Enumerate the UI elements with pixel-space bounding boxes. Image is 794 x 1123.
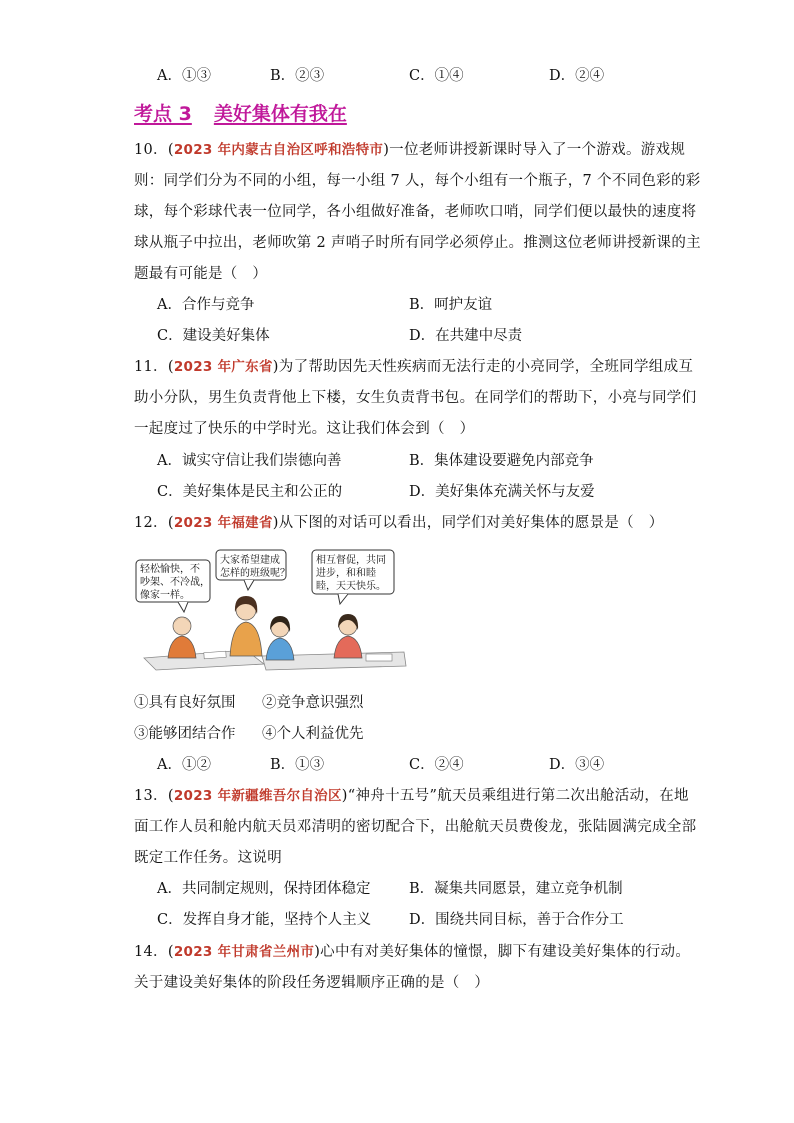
q13-line-3: 既定工作任务。这说明 [134, 850, 282, 866]
paren-close: ) [314, 944, 321, 960]
bubble-right-line-2: 进步，和和睦 [316, 568, 376, 579]
q10-line-5: 题最有可能是（ ） [134, 266, 268, 282]
q13-line-1 [134, 786, 689, 806]
student-girl-middle-icon [266, 616, 294, 660]
bubble-right-line-3: 睦，天天快乐。 [316, 581, 386, 592]
statement-1: ①具有良好氛围 [134, 695, 236, 711]
student-girl-standing-icon [230, 596, 262, 656]
bubble-tail-icon [178, 602, 188, 612]
q11-line-3: 一起度过了快乐的中学时光。这让我们体会到（ ） [134, 421, 475, 437]
bubble-left-line-3: 像家一样。 [140, 590, 190, 601]
section-label: 考点 3 [134, 103, 192, 125]
bubble-left-line-2: 吵架、不冷战， [140, 577, 210, 588]
question-number: 14．( [134, 944, 174, 960]
question-text: 为了帮助因先天性疾病而无法行走的小亮同学，全班同学组成互 [278, 359, 694, 375]
option-b[interactable]: B．集体建设要避免内部竞争 [409, 453, 594, 469]
q14-line-1 [134, 942, 690, 962]
paren-close: ) [272, 359, 279, 375]
option-a[interactable]: A．①② [157, 757, 211, 773]
student-boy-left-icon [168, 617, 196, 658]
bubble-tail-icon [244, 580, 254, 590]
statement-4: ④个人利益优先 [262, 726, 364, 742]
bubble-right-line-1: 相互督促，共同 [316, 555, 386, 566]
section-title: 美好集体有我在 [213, 103, 347, 125]
question-text: 一位老师讲授新课时导入了一个游戏。游戏规 [389, 142, 686, 158]
bubble-left-line-1: 轻松愉快，不 [140, 564, 200, 575]
option-a[interactable]: A．合作与竞争 [157, 297, 255, 313]
q10-line-2: 则：同学们分为不同的小组，每一小组 7 人，每个小组有一个瓶子，7 个不同色彩的彩 [134, 173, 701, 189]
option-b[interactable]: B．①③ [270, 757, 325, 773]
question-source: 2023 年甘肃省兰州市 [173, 944, 315, 960]
question-number: 12．( [134, 515, 174, 531]
option-d[interactable]: D．在共建中尽责 [409, 328, 523, 344]
book-icon [204, 651, 226, 659]
option-d[interactable]: D．②④ [549, 68, 605, 84]
section-heading [134, 99, 347, 126]
option-b[interactable]: B．呵护友谊 [409, 297, 493, 313]
question-source: 2023 年新疆维吾尔自治区 [173, 788, 342, 804]
q11-line-1 [134, 357, 693, 377]
question-text: 从下图的对话可以看出，同学们对美好集体的愿景是（ ） [278, 515, 664, 531]
option-a[interactable]: A．共同制定规则，保持团体稳定 [157, 881, 371, 897]
question-number: 13．( [134, 788, 174, 804]
book-icon [366, 654, 392, 661]
q10-line-4: 球从瓶子中拉出，老师吹第 2 声哨子时所有同学必须停止。推测这位老师讲授新课的主 [134, 235, 701, 251]
option-b[interactable]: B．凝集共同愿景，建立竞争机制 [409, 881, 623, 897]
q10-line-3: 球，每个彩球代表一位同学，各小组做好准备，老师吹口哨，同学们便以最快的速度将 [134, 204, 697, 220]
student-girl-right-icon [334, 614, 362, 658]
question-text: “神舟十五号”航天员乘组进行第二次出舱活动，在地 [347, 788, 689, 804]
option-c[interactable]: C．美好集体是民主和公正的 [157, 484, 343, 500]
option-b[interactable]: B．②③ [270, 68, 325, 84]
question-number: 11．( [134, 359, 174, 375]
q13-line-2: 面工作人员和舱内航天员邓清明的密切配合下，出舱航天员费俊龙，张陆圆满完成全部 [134, 819, 697, 835]
bubble-middle-line-2: 怎样的班级呢？ [220, 568, 290, 579]
option-a[interactable]: A．诚实守信让我们崇德向善 [157, 453, 342, 469]
question-text: 心中有对美好集体的憧憬，脚下有建设美好集体的行动。 [320, 944, 691, 960]
option-d[interactable]: D．美好集体充满关怀与友爱 [409, 484, 595, 500]
option-c[interactable]: C．发挥自身才能，坚持个人主义 [157, 912, 372, 928]
option-d[interactable]: D．③④ [549, 757, 605, 773]
bubble-tail-icon [338, 594, 348, 604]
question-source: 2023 年内蒙古自治区呼和浩特市 [173, 142, 384, 158]
q11-line-2: 助小分队，男生负责背他上下楼，女生负责背书包。在同学们的帮助下，小亮与同学们 [134, 390, 697, 406]
statement-3: ③能够团结合作 [134, 726, 236, 742]
bubble-middle-line-1: 大家希望建成 [220, 555, 280, 566]
paren-close: ) [383, 142, 390, 158]
q12-line-1 [134, 513, 664, 533]
question-source: 2023 年广东省 [173, 359, 273, 375]
option-c[interactable]: C．建设美好集体 [157, 328, 270, 344]
option-c[interactable]: C．②④ [409, 757, 464, 773]
question-number: 10．( [134, 142, 174, 158]
option-d[interactable]: D．围绕共同目标，善于合作分工 [409, 912, 624, 928]
q10-line-1 [134, 140, 685, 160]
paren-close: ) [272, 515, 279, 531]
paren-close: ) [341, 788, 348, 804]
q14-line-2: 关于建设美好集体的阶段任务逻辑顺序正确的是（ ） [134, 975, 490, 991]
question-source: 2023 年福建省 [173, 515, 273, 531]
classroom-dialogue-illustration [134, 546, 408, 672]
option-c[interactable]: C．①④ [409, 68, 464, 84]
statement-2: ②竞争意识强烈 [262, 695, 364, 711]
option-a[interactable]: A．①③ [157, 68, 211, 84]
